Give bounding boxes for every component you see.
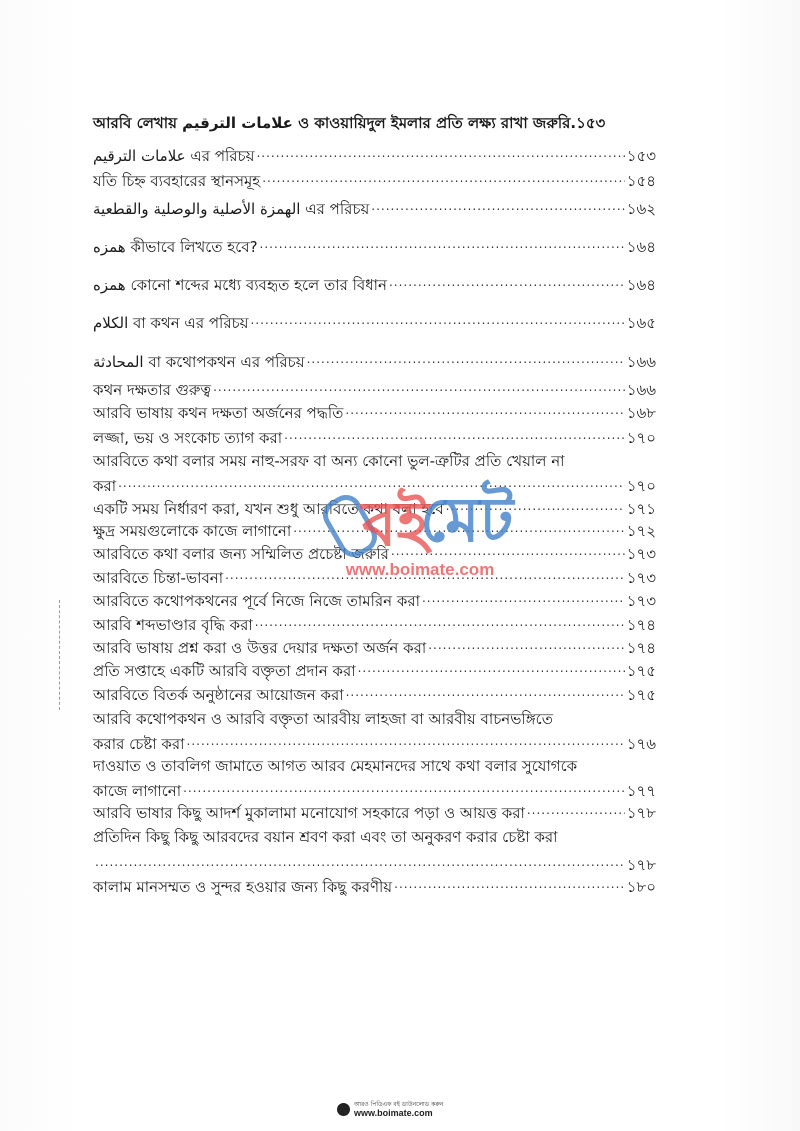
page-number: ১৭৪	[626, 639, 656, 657]
toc-entry-title	[93, 170, 260, 192]
footer-link[interactable]: www.boimate.com	[354, 1108, 433, 1118]
toc-entry-title	[93, 757, 577, 775]
page-number: ১৭৮	[626, 804, 656, 822]
dot-leader	[256, 142, 624, 164]
toc-entry[interactable]	[93, 614, 656, 636]
dot-leader	[262, 167, 625, 189]
toc-entry-title	[93, 828, 558, 846]
title-text: আরবি কথোপকথন ও আরবি বক্তৃতা আরবীয় লাহজা বা আরবীয় বাচনভঙ্গিতে	[93, 710, 553, 728]
title-text: কথন দক্ষতার গুরুত্ব	[93, 381, 212, 399]
toc-entry-title	[93, 660, 356, 682]
page-number: ১৮০	[626, 878, 656, 896]
toc-entry-title	[93, 520, 291, 542]
page-number: ১৬৬	[626, 381, 656, 399]
toc-entry-title	[93, 402, 343, 424]
dot-leader	[394, 873, 625, 895]
page-number: ১৬৮	[626, 404, 656, 422]
page-number: ১৫৩	[576, 114, 606, 132]
title-text: কোনো শব্দের মধ্যে ব্যবহৃত হলে তার বিধান	[125, 276, 387, 294]
toc-entry-title	[93, 236, 258, 258]
dot-leader	[255, 611, 625, 633]
page-number: ১৭২	[626, 522, 656, 540]
toc-entry[interactable]	[93, 660, 656, 682]
toc-entry-title	[93, 590, 420, 612]
toc-entry[interactable]	[93, 543, 656, 565]
toc-entry[interactable]	[93, 802, 656, 824]
title-text: লজ্জা, ভয় ও সংকোচ ত্যাগ করা	[93, 429, 283, 447]
toc-entry-title	[93, 198, 369, 220]
arabic-term: همزه	[93, 276, 126, 294]
page-number: ১৬৪	[626, 238, 656, 256]
dot-leader	[371, 195, 624, 217]
footer-credit[interactable]	[337, 1099, 444, 1119]
dot-leader	[95, 851, 625, 873]
title-text: আরবি ভাষার কিছু আদর্শ মুকালামা মনোযোগ সহকারে পড়া ও আয়ত্ত করা	[93, 804, 525, 822]
toc-entry[interactable]	[93, 170, 656, 192]
dot-leader	[284, 424, 625, 446]
arabic-term: همزه	[93, 238, 126, 256]
title-text: কীভাবে লিখতে হবে?	[125, 238, 258, 256]
page-number: ১৭৭	[626, 782, 656, 800]
arabic-term: المحادثة	[93, 353, 144, 371]
watermark-url: www.boimate.com	[345, 560, 495, 579]
toc-entry-title	[93, 684, 344, 706]
dot-leader	[260, 233, 625, 255]
page-number: ১৭৫	[626, 686, 656, 704]
toc-entry[interactable]	[93, 755, 656, 802]
title-text: আরবিতে চিন্তা-ভাবনা	[93, 569, 224, 587]
toc-entry[interactable]	[93, 112, 656, 134]
toc-entry[interactable]	[93, 402, 656, 424]
dot-leader	[422, 587, 625, 609]
toc-entry[interactable]	[93, 351, 656, 373]
title-continuation: করার চেষ্টা করা	[93, 735, 185, 753]
toc-entry[interactable]	[93, 274, 656, 296]
toc-entry[interactable]	[93, 826, 656, 876]
toc-entry[interactable]	[93, 198, 656, 220]
toc-entry[interactable]	[93, 520, 656, 542]
page-number: ১৭৩	[626, 545, 656, 563]
toc-entry-title	[93, 452, 565, 470]
footer-caption: আরও পিডিএফ বই ডাউনলোড করুন	[354, 1101, 444, 1108]
title-text: বা কথোপকথন এর পরিচয়	[143, 353, 305, 371]
title-text: একটি সময় নির্ধারণ করা, যখন শুধু আরবিতে কথা বলা হবে	[93, 500, 444, 518]
dot-leader	[251, 309, 625, 331]
title-text: আরবিতে কথোপকথনের পূর্বে নিজে নিজে তামরিন করা	[93, 592, 420, 610]
toc-entry-title	[93, 614, 253, 636]
boimate-logo-icon	[337, 1103, 350, 1116]
title-text: আরবিতে কথা বলার সময় নাহু-সরফ বা অন্য কোনো ভুল-ত্রুটির প্রতি খেয়াল না	[93, 452, 565, 470]
toc-entry[interactable]	[93, 708, 656, 755]
dot-leader	[358, 657, 625, 679]
title-text: আরবি ভাষায় কথন দক্ষতা অর্জনের পদ্ধতি	[93, 404, 344, 422]
toc-entry-title	[93, 351, 305, 373]
title-text: আরবি শব্দভাণ্ডার বৃদ্ধি করা	[93, 616, 253, 634]
dot-leader	[187, 730, 625, 752]
page-number: ১৭৪	[626, 616, 656, 634]
dot-leader	[118, 472, 625, 494]
dot-leader	[428, 634, 625, 656]
toc-entry-title	[93, 112, 570, 134]
title-text: প্রতিদিন কিছু কিছু আরবদের বয়ান শ্রবণ করা এবং তা অনুকরণ করার চেষ্টা করা	[93, 828, 558, 846]
title-text: কালাম মানসম্মত ও সুন্দর হওয়ার জন্য কিছু করণীয়	[93, 878, 393, 896]
toc-entry[interactable]	[93, 876, 656, 898]
separator: .	[570, 114, 577, 132]
toc-entry-title	[93, 637, 426, 659]
dot-leader	[345, 399, 624, 421]
dot-leader	[527, 799, 625, 821]
title-text: যতি চিহ্ন ব্যবহারের স্থানসমূহ	[93, 172, 261, 190]
title-text: বা কথন এর পরিচয়	[128, 314, 249, 332]
toc-entry[interactable]	[93, 637, 656, 659]
dot-leader	[346, 681, 625, 703]
title-text: আরবি ভাষায় প্রশ্ন করা ও উত্তর দেয়ার দক্ষতা অর্জন করা	[93, 639, 427, 657]
dot-leader	[213, 376, 625, 398]
page-number: ১৬৬	[626, 353, 656, 371]
page-number: ১৬৫	[626, 314, 656, 332]
arabic-term: الهمزة الأصلية والوصلية والقطعية	[93, 200, 301, 218]
toc-entry[interactable]	[93, 450, 656, 497]
toc-entry[interactable]	[93, 567, 656, 589]
toc-entry[interactable]	[93, 379, 656, 401]
watermark-logo-part2: মেট	[420, 483, 514, 556]
title-text: এর পরিচয়	[185, 147, 255, 165]
page-number: ১৬৪	[626, 276, 656, 294]
page-number: ১৭৩	[626, 569, 656, 587]
page-number: ১৬২	[626, 200, 656, 218]
dot-leader	[225, 564, 625, 586]
toc-entry[interactable]	[93, 145, 656, 167]
page-number: ১৫৪	[626, 172, 656, 190]
arabic-term: الكلام	[93, 314, 129, 332]
page-number: ১৫৩	[626, 147, 656, 165]
title-text: আরবিতে কথা বলার জন্য সম্মিলিত প্রচেষ্টা জরুরি	[93, 545, 389, 563]
title-text: এর পরিচয়	[300, 200, 370, 218]
toc-entry-title	[93, 274, 387, 296]
page-number: ১৭১	[626, 500, 656, 518]
toc-entry[interactable]	[93, 590, 656, 612]
arabic-term: علامات الترقيم	[93, 147, 186, 165]
toc-entry[interactable]	[93, 236, 656, 258]
toc-entry-title	[93, 379, 211, 401]
toc-entry[interactable]	[93, 684, 656, 706]
page-number: ১৭৩	[626, 592, 656, 610]
toc-entry[interactable]	[93, 427, 656, 449]
dot-leader	[307, 348, 625, 370]
title-text: ক্ষুদ্র সময়গুলোকে কাজে লাগানো	[93, 522, 292, 540]
arabic-term: علامات الترقيم	[182, 114, 293, 132]
toc-entry-title	[93, 543, 389, 565]
title-text: দাওয়াত ও তাবলিগ জামাতে আগত আরব মেহমানদের সাথে কথা বলার সুযোগকে	[93, 757, 578, 775]
toc-entry[interactable]	[93, 312, 656, 334]
toc-entry-title	[93, 312, 249, 334]
page-number: ১৭৮	[626, 856, 656, 874]
title-text: আরবিতে বিতর্ক অনুষ্ঠানের আয়োজন করা	[93, 686, 344, 704]
title-continuation: করা	[93, 477, 117, 495]
dot-leader	[293, 517, 625, 539]
dot-leader	[446, 495, 625, 517]
title-text: প্রতি সপ্তাহে একটি আরবি বক্তৃতা প্রদান করা	[93, 662, 356, 680]
toc-entry-title	[93, 427, 282, 449]
page-number: ১৭৬	[626, 735, 656, 753]
toc-entry-title	[93, 876, 392, 898]
toc-entry-title	[93, 710, 553, 728]
toc-entry-title	[93, 145, 254, 167]
page-number: ১৭০	[626, 477, 656, 495]
dot-leader	[391, 540, 625, 562]
title-text: ও কাওয়ায়িদুল ইমলার প্রতি লক্ষ্য রাখা জরুরি	[292, 114, 571, 132]
title-continuation: কাজে লাগানো	[93, 782, 182, 800]
margin-mark	[59, 600, 61, 710]
toc-entry-title	[93, 567, 223, 589]
toc-entry-title	[93, 802, 525, 824]
title-text: আরবি লেখায়	[93, 114, 183, 132]
page-number: ১৭০	[626, 429, 656, 447]
dot-leader	[389, 271, 625, 293]
watermark-logo-part1: বই	[362, 487, 429, 560]
dot-leader	[183, 777, 625, 799]
page-number: ১৭৫	[626, 662, 656, 680]
